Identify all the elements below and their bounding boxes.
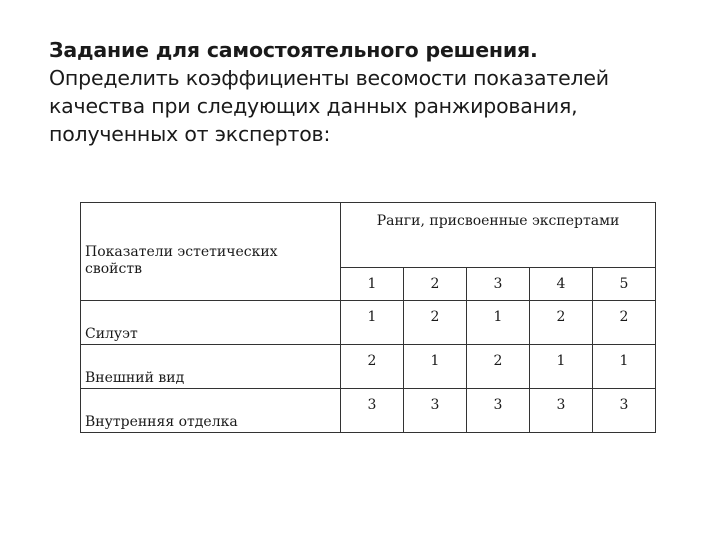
task-title: Задание для самостоятельного решения.	[49, 38, 538, 62]
rank-cell: 2	[341, 345, 404, 389]
rank-cell: 3	[341, 389, 404, 433]
expert-number: 4	[530, 268, 593, 301]
rank-cell: 1	[404, 345, 467, 389]
expert-number: 3	[467, 268, 530, 301]
task-line-2: качества при следующих данных ранжирования,	[49, 94, 578, 118]
task-line-3: полученных от экспертов:	[49, 122, 331, 146]
task-text	[49, 36, 709, 148]
rank-cell: 3	[404, 389, 467, 433]
row-name: Силуэт	[81, 301, 341, 345]
expert-number: 5	[593, 268, 656, 301]
name-column-header: Показатели эстетических свойств	[81, 203, 341, 301]
table-row	[81, 301, 656, 345]
rank-cell: 2	[593, 301, 656, 345]
rank-cell: 3	[467, 389, 530, 433]
table-header-row	[81, 203, 656, 268]
ranks-column-header: Ранги, присвоенные экспертами	[341, 203, 656, 268]
table-row	[81, 389, 656, 433]
row-name: Внутренняя отделка	[81, 389, 341, 433]
rank-cell: 3	[593, 389, 656, 433]
rank-cell: 1	[341, 301, 404, 345]
rank-cell: 2	[467, 345, 530, 389]
expert-number: 2	[404, 268, 467, 301]
ranks-table	[80, 202, 656, 433]
rank-cell: 2	[404, 301, 467, 345]
rank-cell: 1	[530, 345, 593, 389]
rank-cell: 2	[530, 301, 593, 345]
table-row	[81, 345, 656, 389]
rank-cell: 1	[467, 301, 530, 345]
rank-cell: 1	[593, 345, 656, 389]
rank-cell: 3	[530, 389, 593, 433]
row-name: Внешний вид	[81, 345, 341, 389]
expert-number: 1	[341, 268, 404, 301]
task-line-1: Определить коэффициенты весомости показателей	[49, 66, 609, 90]
